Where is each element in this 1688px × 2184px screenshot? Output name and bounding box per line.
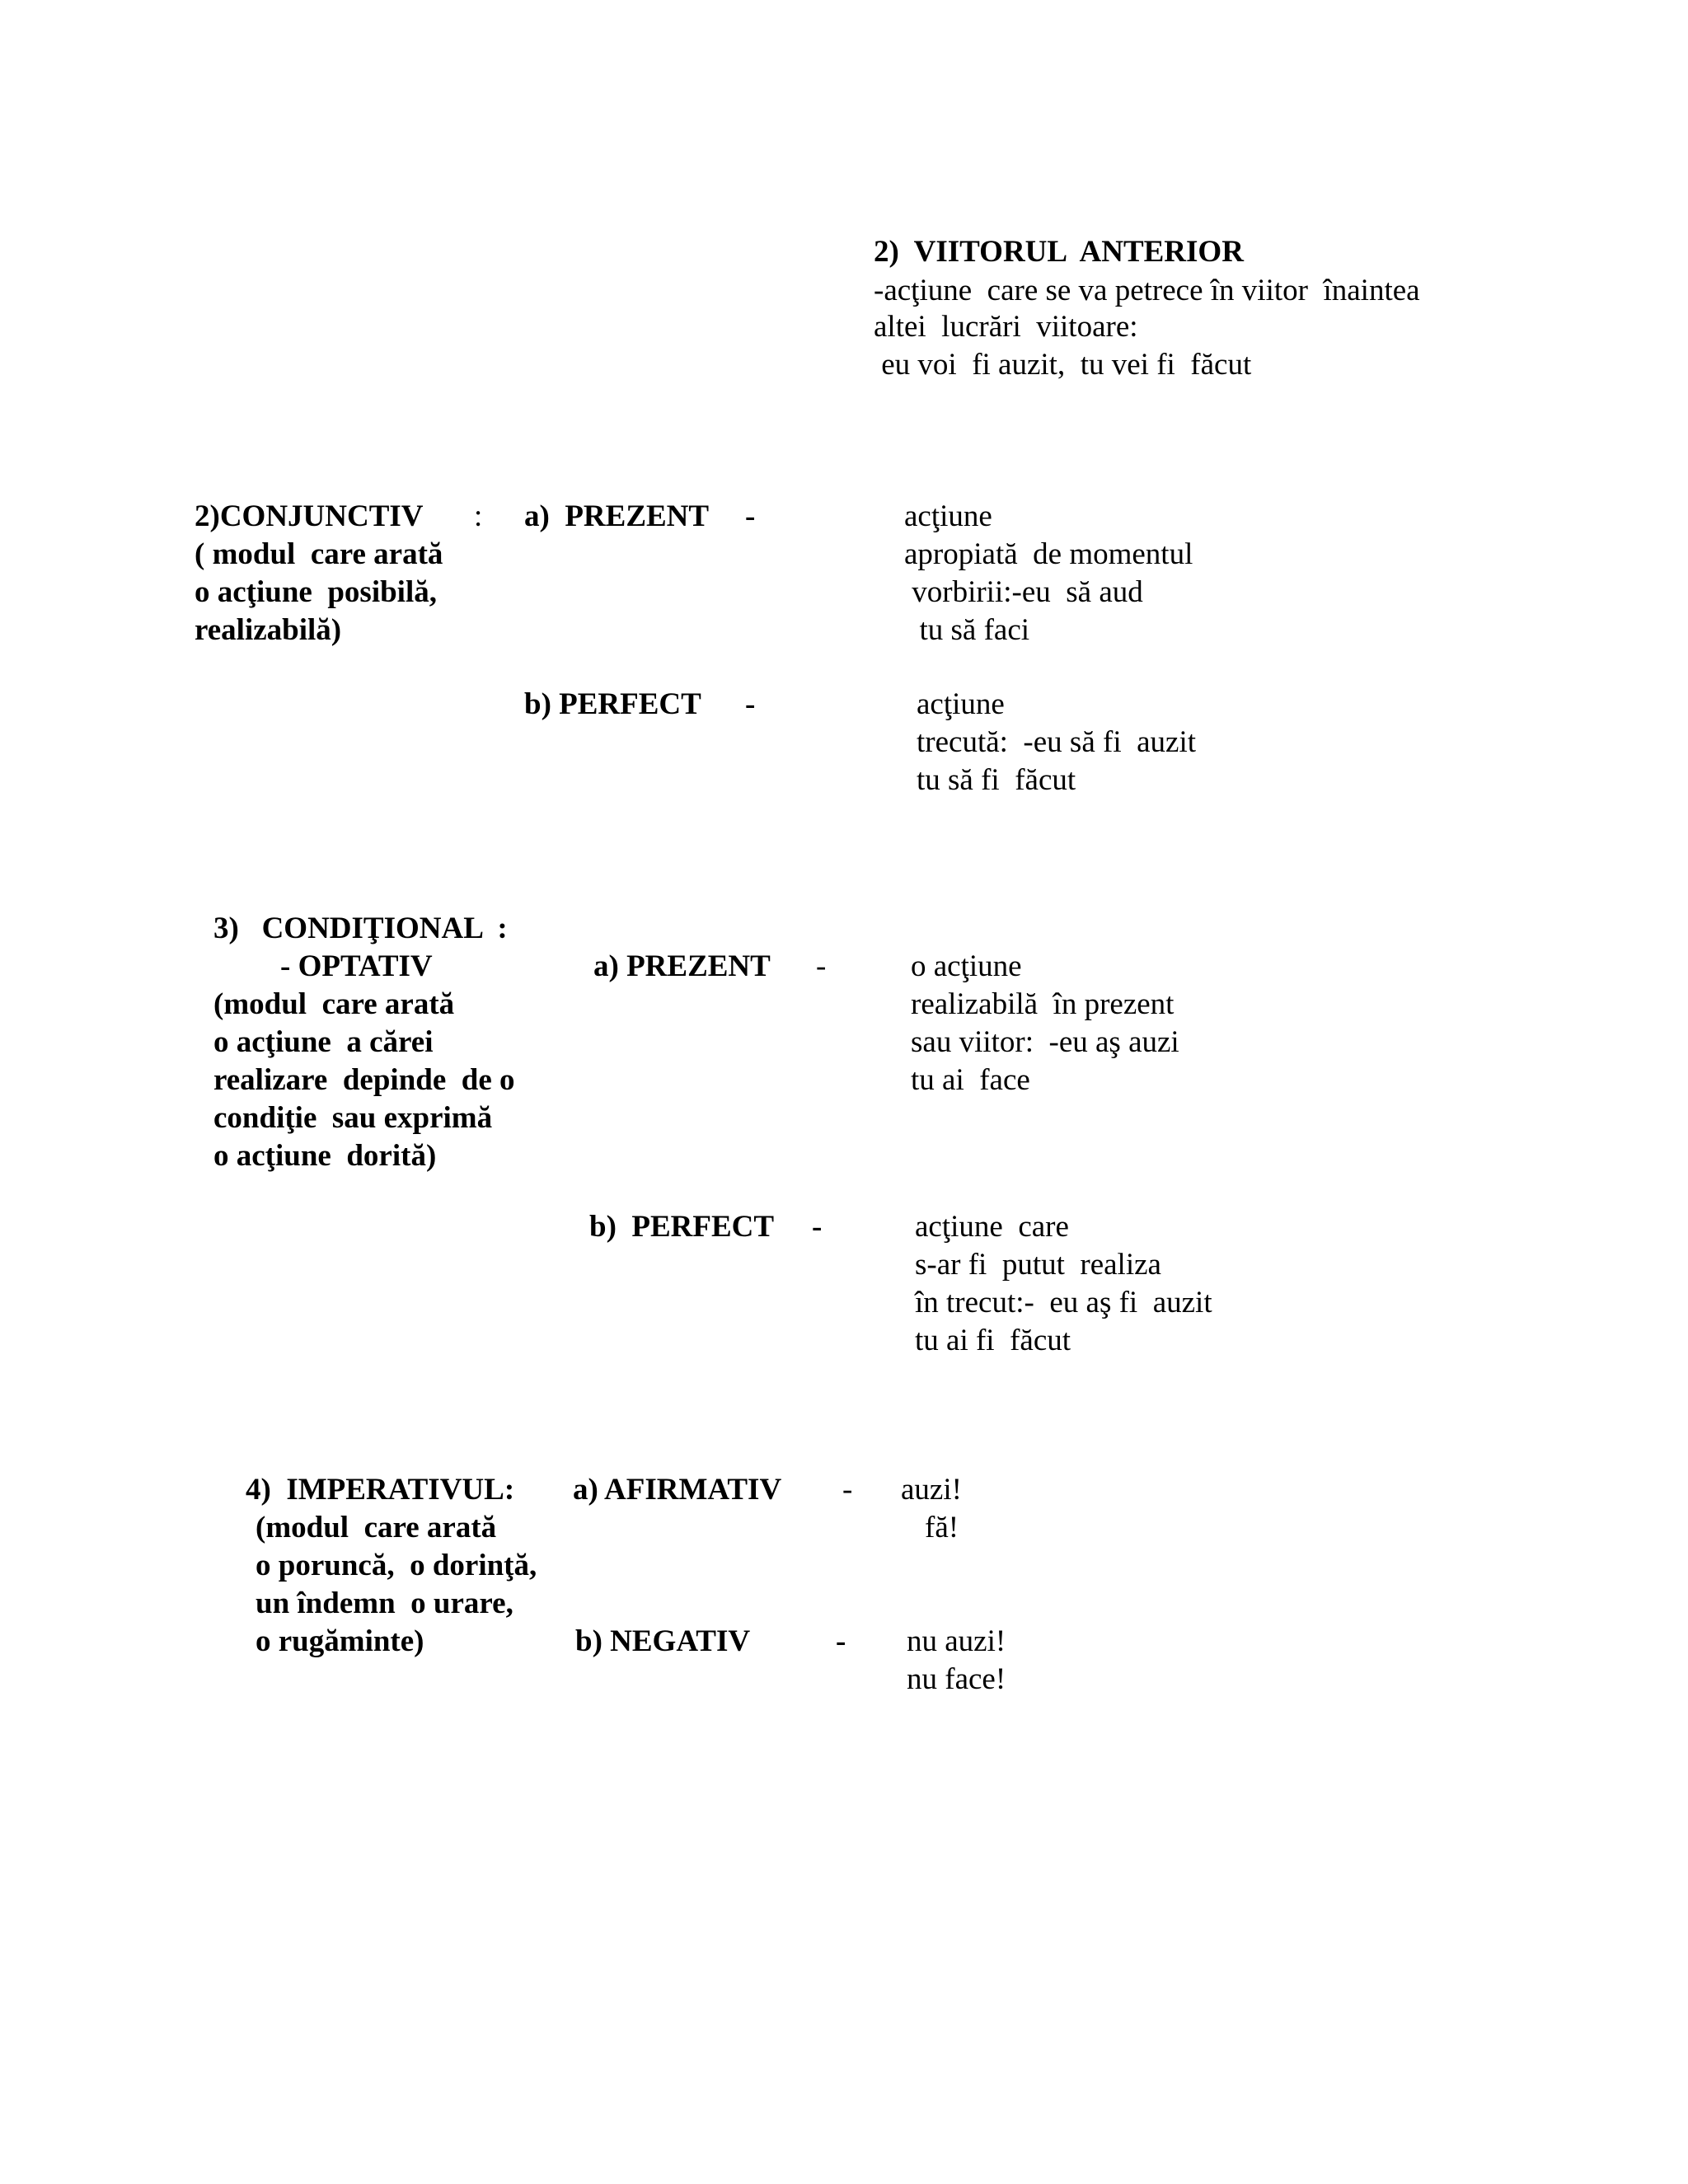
text-line: condiţie sau exprimă [213,1101,493,1135]
imperativ-afirmativ-line-2: fă! [925,1511,959,1544]
imperativ-negativ-text [907,1623,1006,1699]
text-line: o acţiune a cărei [213,1025,434,1059]
text-line: apropiată de momentul [904,537,1193,571]
conjunctiv-prezent-text [904,498,1193,649]
text-line: realizabilă în prezent [911,987,1175,1021]
imperativ-afirmativ-label: a) AFIRMATIV [573,1473,782,1507]
text-line: nu face! [907,1662,1006,1696]
text-line: altei lucrări viitoare: [874,310,1138,344]
text-line: realizabilă) [195,613,342,647]
imperativ-description [256,1509,537,1661]
viitor-anterior-text [874,272,1420,384]
conditional-prezent-text [911,948,1179,1099]
text-line: (modul care arată [213,987,455,1021]
imperativ-negativ-dash: - [836,1624,846,1658]
text-line: un îndemn o urare, [256,1586,513,1620]
text-line: (modul care arată [256,1511,497,1544]
text-line: acţiune [917,687,1005,721]
conditional-prezent-dash: - [816,949,827,983]
text-line: trecută: -eu să fi auzit [917,725,1196,759]
text-line: o poruncă, o dorinţă, [256,1549,537,1582]
text-line: acţiune [904,499,992,533]
text-line: -acţiune care se va petrece în viitor înaintea [874,274,1420,307]
conditional-perfect-dash: - [812,1210,823,1244]
conditional-prezent-label: a) PREZENT [593,949,771,983]
text-line: nu auzi! [907,1624,1006,1658]
text-line: o acţiune posibilă, [195,575,437,609]
text-line: realizare depinde de o [213,1063,515,1097]
text-line: o acţiune dorită) [213,1139,437,1173]
imperativ-heading: 4) IMPERATIVUL: [246,1473,515,1507]
text-line: tu să fi făcut [917,763,1076,797]
text-line: tu ai face [911,1063,1030,1097]
conjunctiv-perfect-dash: - [745,687,756,721]
imperativ-afirmativ-line-1: auzi! [901,1473,962,1507]
conjunctiv-perfect-text [917,686,1196,799]
conjunctiv-description [195,536,443,649]
conditional-description [213,986,515,1175]
conditional-perfect-label: b) PERFECT [589,1210,775,1244]
text-line: tu ai fi făcut [915,1324,1071,1357]
conjunctiv-prezent-label: a) PREZENT [524,499,710,533]
text-line: s-ar fi putut realiza [915,1248,1161,1282]
text-line: acţiune care [915,1210,1069,1244]
text-line: ( modul care arată [195,537,443,571]
viitor-anterior-title: 2) VIITORUL ANTERIOR [874,235,1244,269]
conditional-perfect-text [915,1208,1212,1360]
imperativ-afirmativ-dash: - [842,1473,853,1507]
conjunctiv-prezent-dash: - [745,499,756,533]
text-line: vorbirii:-eu să aud [904,575,1143,609]
text-line: o rugăminte) [256,1624,424,1658]
text-line: o acţiune [911,949,1022,983]
text-line: în trecut:- eu aş fi auzit [915,1286,1212,1319]
imperativ-negativ-label: b) NEGATIV [575,1624,751,1658]
conjunctiv-heading: 2)CONJUNCTIV [195,499,424,533]
conjunctiv-perfect-label: b) PERFECT [524,687,701,721]
text-line: sau viitor: -eu aş auzi [911,1025,1179,1059]
text-line: eu voi fi auzit, tu vei fi făcut [874,348,1252,382]
conditional-heading: 3) CONDIŢIONAL : [213,912,508,945]
conjunctiv-colon: : [474,499,483,533]
text-line: tu să faci [904,613,1030,647]
conditional-subheading: - OPTATIV [280,949,433,983]
